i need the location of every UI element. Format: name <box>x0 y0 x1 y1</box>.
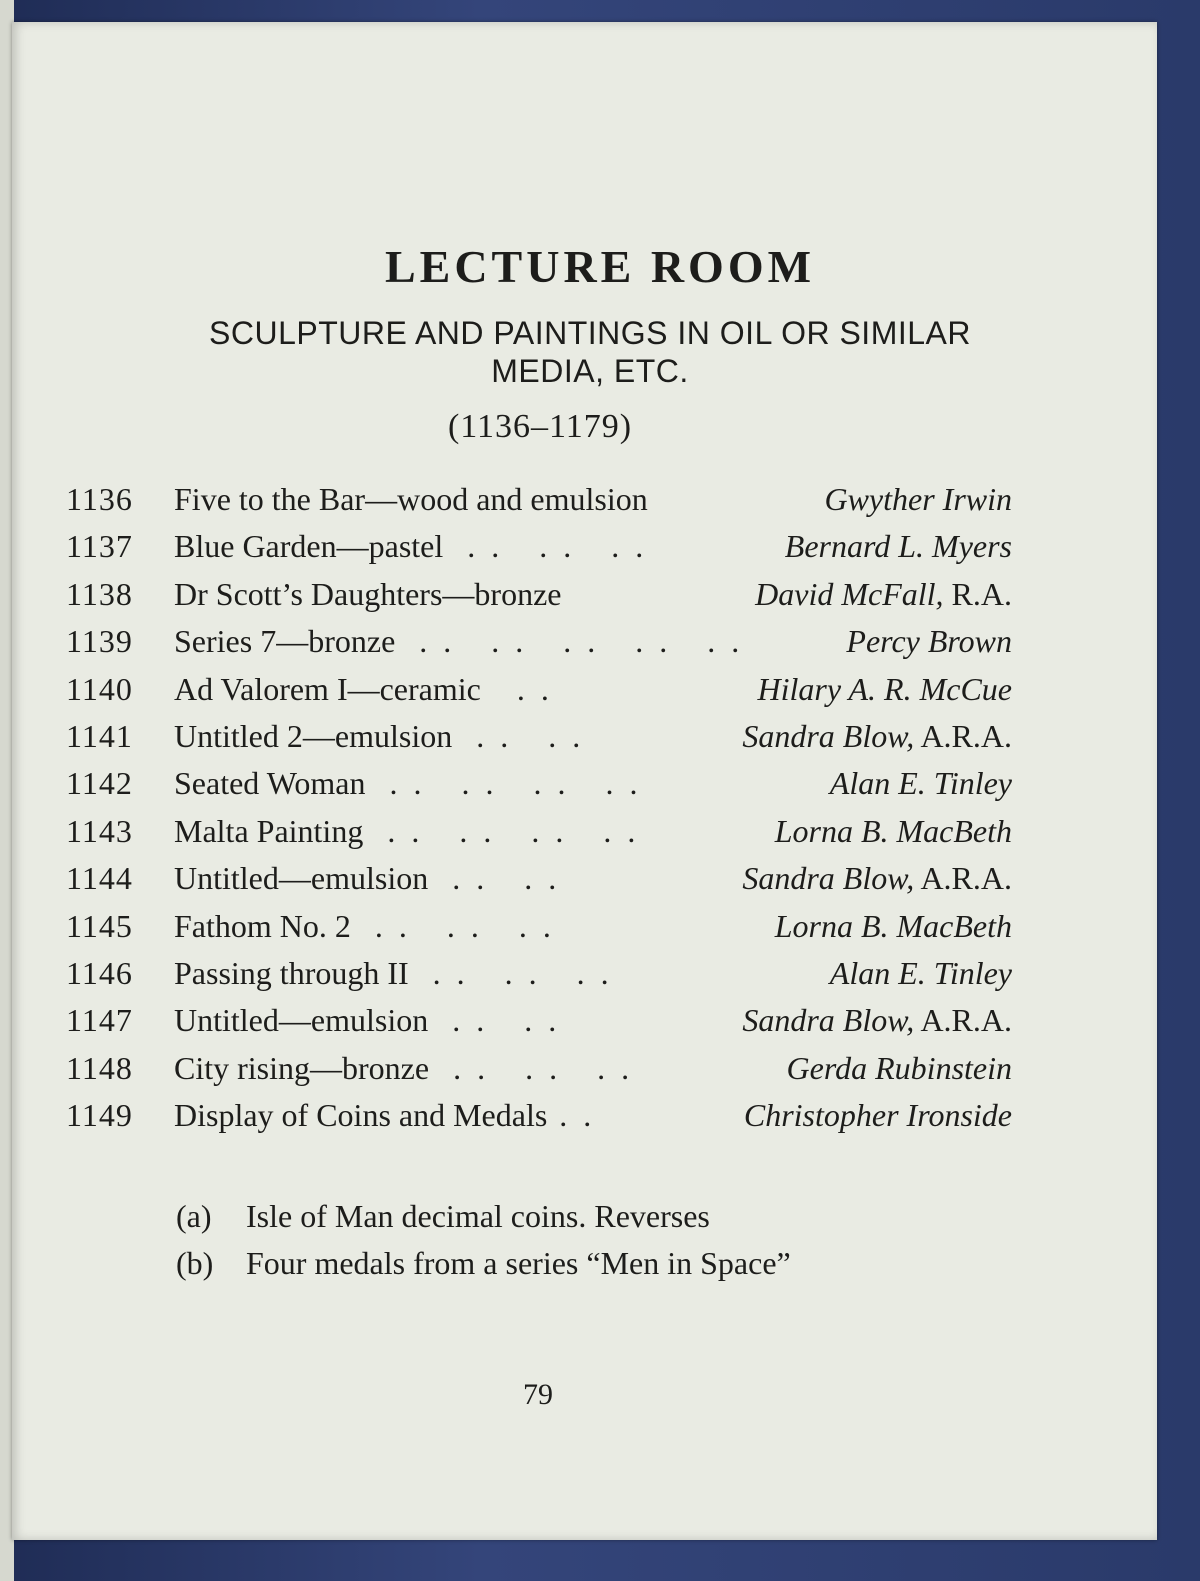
entry-leader-dots: . . . . <box>428 860 561 897</box>
entry-work-title: Untitled 2—emulsion <box>174 717 453 754</box>
entry-artist-name: Alan E. Tinley <box>829 765 1012 802</box>
entry-artist <box>830 760 1012 807</box>
catalogue-list <box>0 476 1200 1139</box>
entry-work <box>174 1045 633 1092</box>
entry-work <box>174 618 743 665</box>
entry-number: 1145 <box>66 907 133 944</box>
entry-work-title: Malta Painting <box>174 812 364 849</box>
entry-artist-name: Sandra Blow, <box>742 717 915 754</box>
entry-number: 1137 <box>66 528 133 565</box>
entry-artist <box>846 618 1012 665</box>
entry-artist-name: David McFall, <box>755 575 944 612</box>
entry-work-title: Blue Garden—pastel <box>174 528 444 565</box>
entry-work <box>174 713 584 760</box>
entry-leader-dots: . . . . . . <box>408 954 613 991</box>
catalogue-entry <box>0 760 1200 807</box>
entry-artist <box>787 1045 1012 1092</box>
note-text: Isle of Man decimal coins. Reverses <box>246 1198 710 1234</box>
entry-work <box>174 476 648 523</box>
entry-artist <box>775 808 1012 855</box>
entry-leader-dots: . . . . . . <box>429 1049 634 1086</box>
entry-work <box>174 808 639 855</box>
entry-artist-suffix: A.R.A. <box>914 860 1012 897</box>
entry-work-title: Untitled—emulsion <box>174 860 429 897</box>
entry-work <box>174 997 560 1044</box>
entry-artist-name: Sandra Blow, <box>742 860 915 897</box>
entry-artist <box>755 571 1012 618</box>
entry-work-title: City rising—bronze <box>174 1049 430 1086</box>
entry-artist-name: Lorna B. MacBeth <box>774 907 1012 944</box>
entry-artist-name: Gwyther Irwin <box>824 481 1012 517</box>
subtitle-line-2: MEDIA, ETC. <box>491 353 689 389</box>
entry-artist-name: Gerda Rubinstein <box>786 1049 1012 1086</box>
entry-leader-dots: . . . . <box>452 717 585 754</box>
entry-work <box>174 855 560 902</box>
entry-work-title: Ad Valorem I—ceramic <box>174 670 481 707</box>
entry-number: 1148 <box>66 1049 133 1086</box>
catalogue-entry <box>0 476 1200 523</box>
catalogue-entry <box>0 950 1200 997</box>
entry-number: 1139 <box>66 623 133 660</box>
entry-artist <box>785 523 1012 570</box>
entry-artist-suffix: R.A. <box>943 575 1012 612</box>
entry-artist-name: Christopher Ironside <box>743 1097 1012 1134</box>
entry-artist-name: Sandra Blow, <box>742 1002 915 1039</box>
entry-number: 1149 <box>66 1097 133 1134</box>
entry-work-title: Fathom No. 2 <box>174 907 351 944</box>
entry-artist <box>824 476 1012 523</box>
section-subtitle <box>90 314 1090 390</box>
entry-leader-dots: . . . . . . . . <box>363 812 640 849</box>
entry-leader-dots: . . <box>547 1097 596 1134</box>
entry-leader-dots: . . <box>480 670 553 707</box>
catalogue-entry <box>0 855 1200 902</box>
entry-work <box>174 903 555 950</box>
entry-artist <box>775 903 1012 950</box>
note-label: (b) <box>176 1245 214 1281</box>
entry-number: 1146 <box>66 954 133 991</box>
entry-number: 1144 <box>66 860 133 897</box>
entry-work-title: Passing through II <box>174 954 409 991</box>
catalogue-entry <box>0 808 1200 855</box>
entry-leader-dots: . . . . . . <box>443 528 648 565</box>
entry-artist-suffix: A.R.A. <box>914 1002 1012 1039</box>
page-title: LECTURE ROOM <box>384 241 816 292</box>
entry-work-title: Dr Scott’s Daughters—bronze <box>174 575 562 612</box>
entry-work <box>174 1092 595 1139</box>
entry-number: 1136 <box>66 481 133 517</box>
entry-work <box>174 950 613 997</box>
note-label: (a) <box>176 1198 212 1234</box>
entry-artist <box>830 950 1012 997</box>
entry-number: 1142 <box>66 765 133 802</box>
entry-work-title: Series 7—bronze <box>174 623 396 660</box>
note-text: Four medals from a series “Men in Space” <box>246 1245 791 1281</box>
catalogue-entry <box>0 571 1200 618</box>
entry-artist-name: Lorna B. MacBeth <box>774 812 1012 849</box>
entry-artist <box>742 713 1012 760</box>
entry-number: 1143 <box>66 812 133 849</box>
entry-artist-name: Alan E. Tinley <box>829 954 1012 991</box>
entry-artist <box>742 997 1012 1044</box>
entry-leader-dots: . . . . <box>428 1002 561 1039</box>
entry-artist <box>744 1092 1012 1139</box>
entry-work <box>174 666 553 713</box>
catalogue-entry <box>0 713 1200 760</box>
catalogue-entry <box>0 997 1200 1044</box>
catalogue-entry <box>0 523 1200 570</box>
catalogue-entry <box>0 666 1200 713</box>
entry-work-title: Display of Coins and Medals <box>174 1097 548 1134</box>
entry-artist <box>758 666 1012 713</box>
catalogue-entry <box>0 1092 1200 1139</box>
entry-work-title: Seated Woman <box>174 765 366 802</box>
entry-number: 1147 <box>66 1002 133 1039</box>
subtitle-line-1: SCULPTURE AND PAINTINGS IN OIL OR SIMILAR <box>209 315 971 351</box>
catalogue-range: (1136–1179) <box>447 408 633 445</box>
entry-number: 1141 <box>66 717 133 754</box>
catalogue-entry <box>0 1045 1200 1092</box>
entry-work-title: Untitled—emulsion <box>174 1002 429 1039</box>
entry-leader-dots: . . . . . . <box>350 907 555 944</box>
entry-artist <box>742 855 1012 902</box>
catalogue-entry <box>0 618 1200 665</box>
entry-work <box>174 571 561 618</box>
entry-artist-name: Hilary A. R. McCue <box>757 670 1012 707</box>
entry-work <box>174 760 641 807</box>
entry-leader-dots: . . . . . . . . . . <box>395 623 744 660</box>
entry-work-title: Five to the Bar—wood and emulsion <box>174 481 648 517</box>
entry-work <box>174 523 647 570</box>
entry-artist-name: Percy Brown <box>846 623 1012 660</box>
catalogue-entry <box>0 903 1200 950</box>
entry-leader-dots: . . . . . . . . <box>365 765 642 802</box>
page-number: 79 <box>523 1378 553 1411</box>
entry-number: 1138 <box>66 575 133 612</box>
entry-artist-suffix: A.R.A. <box>914 717 1012 754</box>
entry-number: 1140 <box>66 670 133 707</box>
entry-artist-name: Bernard L. Myers <box>784 528 1012 565</box>
